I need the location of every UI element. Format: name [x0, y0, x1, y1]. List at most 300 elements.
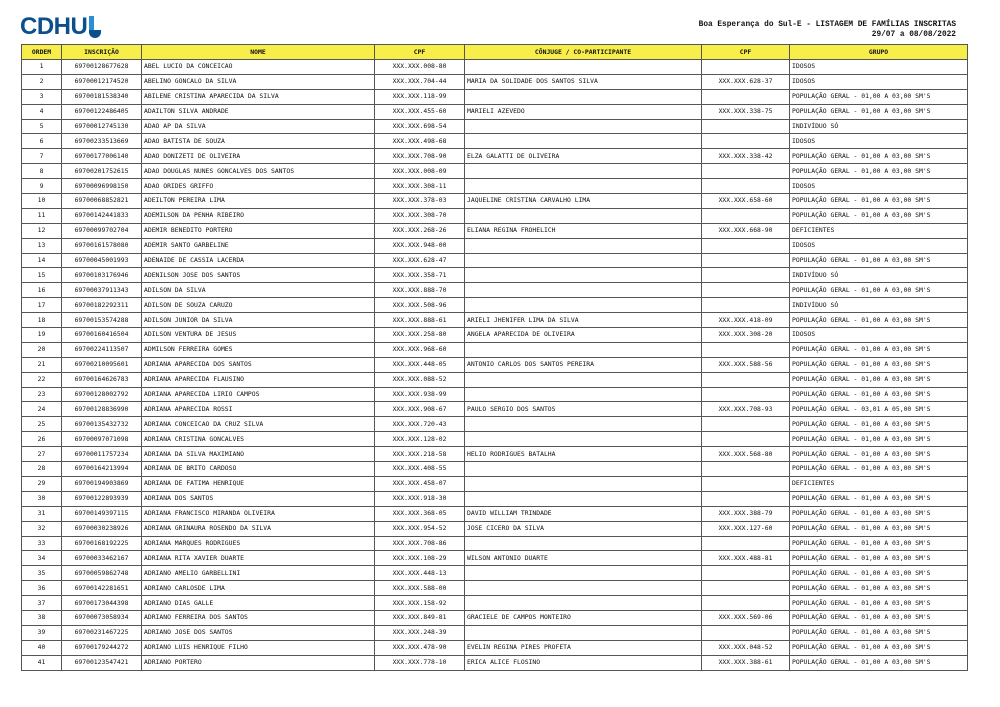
cpf-cell: XXX.XXX.908-67	[375, 402, 465, 417]
nome-cell: ADRIANO AMELIO GARBELLINI	[142, 566, 375, 581]
table-row	[22, 521, 968, 536]
grupo-cell: POPULAÇÃO GERAL - 01,00 A 03,00 SM'S	[790, 253, 968, 268]
nome-cell: ADRIANO DIAS GALLE	[142, 596, 375, 611]
document-header	[699, 20, 956, 40]
cpf-cell: XXX.XXX.448-05	[375, 357, 465, 372]
inscricao-cell: 69700045001993	[62, 253, 142, 268]
ordem-cell: 27	[22, 447, 62, 462]
cpf-cell: XXX.XXX.704-44	[375, 74, 465, 89]
conjuge-cpf-cell: XXX.XXX.418-09	[702, 313, 790, 328]
conjuge-cell	[465, 268, 702, 283]
table-row	[22, 640, 968, 655]
nome-cell: ADEMIR BENEDITO PORTERO	[142, 223, 375, 238]
conjuge-cell	[465, 566, 702, 581]
inscricao-cell: 69700122486405	[62, 104, 142, 119]
conjuge-cell: DAVID WILLIAM TRINDADE	[465, 506, 702, 521]
nome-cell: ADEILTON PEREIRA LIMA	[142, 194, 375, 209]
col-header-inscricao: INSCRIÇÃO	[62, 45, 142, 60]
ordem-cell: 6	[22, 134, 62, 149]
cpf-cell: XXX.XXX.498-68	[375, 134, 465, 149]
ordem-cell: 22	[22, 372, 62, 387]
conjuge-cell	[465, 625, 702, 640]
nome-cell: ABELINO GONCALO DA SILVA	[142, 74, 375, 89]
table-header-row	[22, 45, 968, 60]
cpf-cell: XXX.XXX.849-81	[375, 610, 465, 625]
table-row	[22, 625, 968, 640]
ordem-cell: 15	[22, 268, 62, 283]
grupo-cell: POPULAÇÃO GERAL - 01,00 A 03,00 SM'S	[790, 387, 968, 402]
cpf-cell: XXX.XXX.938-99	[375, 387, 465, 402]
inscricao-cell: 69700161578080	[62, 238, 142, 253]
conjuge-cpf-cell	[702, 581, 790, 596]
inscricao-cell: 69700201752615	[62, 164, 142, 179]
conjuge-cpf-cell	[702, 134, 790, 149]
ordem-cell: 10	[22, 194, 62, 209]
cpf-cell: XXX.XXX.918-30	[375, 491, 465, 506]
cpf-cell: XXX.XXX.708-86	[375, 536, 465, 551]
conjuge-cpf-cell	[702, 179, 790, 194]
grupo-cell: DEFICIENTES	[790, 223, 968, 238]
cpf-cell: XXX.XXX.088-52	[375, 372, 465, 387]
inscricao-cell: 69700168192225	[62, 536, 142, 551]
ordem-cell: 1	[22, 60, 62, 75]
grupo-cell: IDOSOS	[790, 238, 968, 253]
cpf-cell: XXX.XXX.368-05	[375, 506, 465, 521]
nome-cell: ADRIANA MARQUES RODRIGUES	[142, 536, 375, 551]
conjuge-cell	[465, 491, 702, 506]
nome-cell: ADAO AP DA SILVA	[142, 119, 375, 134]
ordem-cell: 40	[22, 640, 62, 655]
registrations-table	[21, 44, 968, 671]
conjuge-cell	[465, 179, 702, 194]
conjuge-cell: ELIANA REGINA FROHELICH	[465, 223, 702, 238]
table-row	[22, 119, 968, 134]
table-row	[22, 402, 968, 417]
table-row	[22, 283, 968, 298]
conjuge-cpf-cell: XXX.XXX.127-60	[702, 521, 790, 536]
nome-cell: ADRIANA FRANCISCO MIRANDA OLIVEIRA	[142, 506, 375, 521]
inscricao-cell: 69700030238926	[62, 521, 142, 536]
col-header-conjuge: CÔNJUGE / CO-PARTICIPANTE	[465, 45, 702, 60]
nome-cell: ADRIANA CRISTINA GONCALVES	[142, 432, 375, 447]
conjuge-cell: HELIO RODRIGUES BATALHA	[465, 447, 702, 462]
cpf-cell: XXX.XXX.248-39	[375, 625, 465, 640]
conjuge-cell	[465, 432, 702, 447]
ordem-cell: 34	[22, 551, 62, 566]
cpf-cell: XXX.XXX.954-52	[375, 521, 465, 536]
cpf-cell: XXX.XXX.948-00	[375, 238, 465, 253]
table-body	[22, 60, 968, 671]
nome-cell: ADENAIDE DE CASSIA LACERDA	[142, 253, 375, 268]
table-row	[22, 60, 968, 75]
ordem-cell: 3	[22, 89, 62, 104]
table-row	[22, 581, 968, 596]
table-row	[22, 536, 968, 551]
inscricao-cell: 69700096998150	[62, 179, 142, 194]
nome-cell: ABILENE CRISTINA APARECIDA DA SILVA	[142, 89, 375, 104]
conjuge-cell	[465, 476, 702, 491]
grupo-cell: IDOSOS	[790, 74, 968, 89]
document-period: 29/07 a 08/08/2022	[871, 31, 956, 39]
document-title: Boa Esperança do Sul-E - LISTAGEM DE FAMÍLIAS INSCRITAS	[698, 21, 956, 29]
conjuge-cell: ERICA ALICE FLOSINO	[465, 655, 702, 670]
nome-cell: ADRIANO LUIS HENRIQUE FILHO	[142, 640, 375, 655]
inscricao-cell: 69700012174520	[62, 74, 142, 89]
grupo-cell: POPULAÇÃO GERAL - 01,00 A 03,00 SM'S	[790, 640, 968, 655]
table-row	[22, 149, 968, 164]
ordem-cell: 33	[22, 536, 62, 551]
inscricao-cell: 69700231467225	[62, 625, 142, 640]
ordem-cell: 28	[22, 462, 62, 477]
inscricao-cell: 69700160416504	[62, 328, 142, 343]
nome-cell: ADRIANO JOSE DOS SANTOS	[142, 625, 375, 640]
table-row	[22, 208, 968, 223]
grupo-cell: POPULAÇÃO GERAL - 01,00 A 03,00 SM'S	[790, 551, 968, 566]
inscricao-cell: 69700149397115	[62, 506, 142, 521]
ordem-cell: 11	[22, 208, 62, 223]
grupo-cell: POPULAÇÃO GERAL - 01,00 A 03,00 SM'S	[790, 149, 968, 164]
conjuge-cpf-cell	[702, 476, 790, 491]
nome-cell: ADRIANA APARECIDA FLAUSINO	[142, 372, 375, 387]
conjuge-cpf-cell	[702, 417, 790, 432]
conjuge-cpf-cell	[702, 596, 790, 611]
ordem-cell: 7	[22, 149, 62, 164]
ordem-cell: 12	[22, 223, 62, 238]
inscricao-cell: 69700012745130	[62, 119, 142, 134]
ordem-cell: 16	[22, 283, 62, 298]
inscricao-cell: 69700153574288	[62, 313, 142, 328]
table-row	[22, 417, 968, 432]
nome-cell: ADRIANO CARLOSDE LIMA	[142, 581, 375, 596]
inscricao-cell: 69700033462167	[62, 551, 142, 566]
conjuge-cell	[465, 164, 702, 179]
grupo-cell: POPULAÇÃO GERAL - 01,00 A 03,00 SM'S	[790, 536, 968, 551]
nome-cell: ADRIANO FERREIRA DOS SANTOS	[142, 610, 375, 625]
ordem-cell: 26	[22, 432, 62, 447]
cpf-cell: XXX.XXX.448-13	[375, 566, 465, 581]
grupo-cell: POPULAÇÃO GERAL - 01,00 A 03,00 SM'S	[790, 596, 968, 611]
grupo-cell: POPULAÇÃO GERAL - 01,00 A 03,00 SM'S	[790, 521, 968, 536]
conjuge-cpf-cell	[702, 253, 790, 268]
conjuge-cpf-cell: XXX.XXX.569-06	[702, 610, 790, 625]
table-row	[22, 357, 968, 372]
conjuge-cpf-cell	[702, 164, 790, 179]
conjuge-cell: ANGELA APARECIDA DE OLIVEIRA	[465, 328, 702, 343]
conjuge-cpf-cell: XXX.XXX.388-61	[702, 655, 790, 670]
table-row	[22, 506, 968, 521]
nome-cell: ADAO DOUGLAS NUNES GONCALVES DOS SANTOS	[142, 164, 375, 179]
grupo-cell: POPULAÇÃO GERAL - 01,00 A 03,00 SM'S	[790, 566, 968, 581]
inscricao-cell: 69700123547421	[62, 655, 142, 670]
col-header-conjuge-cpf: CPF	[702, 45, 790, 60]
conjuge-cpf-cell	[702, 89, 790, 104]
table-row	[22, 268, 968, 283]
conjuge-cpf-cell	[702, 342, 790, 357]
ordem-cell: 24	[22, 402, 62, 417]
table-row	[22, 551, 968, 566]
ordem-cell: 32	[22, 521, 62, 536]
nome-cell: ADAO ORIDES GRIFFO	[142, 179, 375, 194]
conjuge-cpf-cell: XXX.XXX.048-52	[702, 640, 790, 655]
conjuge-cell	[465, 60, 702, 75]
nome-cell: ADRIANA APARECIDA LIRIO CAMPOS	[142, 387, 375, 402]
conjuge-cpf-cell	[702, 432, 790, 447]
inscricao-cell: 69700210095601	[62, 357, 142, 372]
inscricao-cell: 69700128836990	[62, 402, 142, 417]
conjuge-cpf-cell: XXX.XXX.668-90	[702, 223, 790, 238]
inscricao-cell: 69700164213994	[62, 462, 142, 477]
table-row	[22, 476, 968, 491]
inscricao-cell: 69700122893939	[62, 491, 142, 506]
inscricao-cell: 69700011757234	[62, 447, 142, 462]
conjuge-cpf-cell	[702, 566, 790, 581]
logo-mark-icon	[89, 16, 101, 38]
grupo-cell: POPULAÇÃO GERAL - 01,00 A 03,00 SM'S	[790, 581, 968, 596]
table-row	[22, 89, 968, 104]
cpf-cell: XXX.XXX.888-70	[375, 283, 465, 298]
ordem-cell: 41	[22, 655, 62, 670]
conjuge-cpf-cell: XXX.XXX.338-42	[702, 149, 790, 164]
inscricao-cell: 69700128002792	[62, 387, 142, 402]
conjuge-cell	[465, 208, 702, 223]
grupo-cell: DEFICIENTES	[790, 476, 968, 491]
inscricao-cell: 69700135432732	[62, 417, 142, 432]
cpf-cell: XXX.XXX.458-07	[375, 476, 465, 491]
conjuge-cell: ARIELI JHENIFER LIMA DA SILVA	[465, 313, 702, 328]
table-row	[22, 387, 968, 402]
grupo-cell: POPULAÇÃO GERAL - 01,00 A 03,00 SM'S	[790, 208, 968, 223]
nome-cell: ADRIANA GRINAURA ROSENDO DA SILVA	[142, 521, 375, 536]
cpf-cell: XXX.XXX.778-10	[375, 655, 465, 670]
conjuge-cpf-cell	[702, 536, 790, 551]
ordem-cell: 5	[22, 119, 62, 134]
cpf-cell: XXX.XXX.358-71	[375, 268, 465, 283]
ordem-cell: 14	[22, 253, 62, 268]
grupo-cell: POPULAÇÃO GERAL - 01,00 A 03,00 SM'S	[790, 104, 968, 119]
table-row	[22, 328, 968, 343]
cpf-cell: XXX.XXX.455-60	[375, 104, 465, 119]
inscricao-cell: 69700128677628	[62, 60, 142, 75]
cpf-cell: XXX.XXX.128-02	[375, 432, 465, 447]
nome-cell: ADILSON DE SOUZA CARUZO	[142, 298, 375, 313]
conjuge-cell: PAULO SERGIO DOS SANTOS	[465, 402, 702, 417]
cpf-cell: XXX.XXX.628-47	[375, 253, 465, 268]
cpf-cell: XXX.XXX.408-55	[375, 462, 465, 477]
grupo-cell: IDOSOS	[790, 134, 968, 149]
grupo-cell: INDIVÍDUO SÓ	[790, 268, 968, 283]
grupo-cell: POPULAÇÃO GERAL - 03,01 A 05,00 SM'S	[790, 402, 968, 417]
nome-cell: ADRIANA RITA XAVIER DUARTE	[142, 551, 375, 566]
conjuge-cell	[465, 238, 702, 253]
nome-cell: ADRIANO PORTERO	[142, 655, 375, 670]
conjuge-cpf-cell: XXX.XXX.388-79	[702, 506, 790, 521]
grupo-cell: POPULAÇÃO GERAL - 01,00 A 03,00 SM'S	[790, 194, 968, 209]
table-row	[22, 238, 968, 253]
conjuge-cpf-cell: XXX.XXX.588-56	[702, 357, 790, 372]
conjuge-cell	[465, 581, 702, 596]
nome-cell: ADAILTON SILVA ANDRADE	[142, 104, 375, 119]
table-row	[22, 596, 968, 611]
ordem-cell: 21	[22, 357, 62, 372]
conjuge-cell	[465, 342, 702, 357]
table-row	[22, 462, 968, 477]
table-row	[22, 298, 968, 313]
grupo-cell: INDIVÍDUO SÓ	[790, 119, 968, 134]
conjuge-cpf-cell: XXX.XXX.338-75	[702, 104, 790, 119]
conjuge-cell	[465, 462, 702, 477]
grupo-cell: POPULAÇÃO GERAL - 01,00 A 03,00 SM'S	[790, 164, 968, 179]
conjuge-cell	[465, 372, 702, 387]
cpf-cell: XXX.XXX.378-03	[375, 194, 465, 209]
conjuge-cpf-cell	[702, 119, 790, 134]
conjuge-cell: ELZA GALATTI DE OLIVEIRA	[465, 149, 702, 164]
conjuge-cpf-cell	[702, 462, 790, 477]
inscricao-cell: 69700103176946	[62, 268, 142, 283]
nome-cell: ADILSON DA SILVA	[142, 283, 375, 298]
inscricao-cell: 69700173044398	[62, 596, 142, 611]
grupo-cell: INDIVÍDUO SÓ	[790, 298, 968, 313]
ordem-cell: 18	[22, 313, 62, 328]
conjuge-cpf-cell	[702, 60, 790, 75]
conjuge-cpf-cell: XXX.XXX.708-93	[702, 402, 790, 417]
nome-cell: ADILSON VENTURA DE JESUS	[142, 328, 375, 343]
nome-cell: ADAO BATISTA DE SOUZA	[142, 134, 375, 149]
conjuge-cell	[465, 119, 702, 134]
grupo-cell: POPULAÇÃO GERAL - 01,00 A 03,00 SM'S	[790, 313, 968, 328]
conjuge-cell	[465, 596, 702, 611]
grupo-cell: IDOSOS	[790, 60, 968, 75]
nome-cell: ADRIANA DOS SANTOS	[142, 491, 375, 506]
table-row	[22, 179, 968, 194]
grupo-cell: POPULAÇÃO GERAL - 01,00 A 03,00 SM'S	[790, 491, 968, 506]
conjuge-cpf-cell: XXX.XXX.568-80	[702, 447, 790, 462]
cpf-cell: XXX.XXX.888-61	[375, 313, 465, 328]
grupo-cell: POPULAÇÃO GERAL - 01,00 A 03,00 SM'S	[790, 625, 968, 640]
conjuge-cell: MARIELI AZEVEDO	[465, 104, 702, 119]
nome-cell: ADRIANA DE FATIMA HENRIQUE	[142, 476, 375, 491]
cpf-cell: XXX.XXX.698-54	[375, 119, 465, 134]
cpf-cell: XXX.XXX.308-70	[375, 208, 465, 223]
grupo-cell: POPULAÇÃO GERAL - 01,00 A 03,00 SM'S	[790, 283, 968, 298]
grupo-cell: POPULAÇÃO GERAL - 01,00 A 03,00 SM'S	[790, 89, 968, 104]
cpf-cell: XXX.XXX.508-96	[375, 298, 465, 313]
ordem-cell: 36	[22, 581, 62, 596]
cpf-cell: XXX.XXX.308-11	[375, 179, 465, 194]
table-row	[22, 566, 968, 581]
grupo-cell: POPULAÇÃO GERAL - 01,00 A 03,00 SM'S	[790, 506, 968, 521]
col-header-cpf: CPF	[375, 45, 465, 60]
cpf-cell: XXX.XXX.118-99	[375, 89, 465, 104]
inscricao-cell: 69700179244272	[62, 640, 142, 655]
inscricao-cell: 69700073058934	[62, 610, 142, 625]
inscricao-cell: 69700164626783	[62, 372, 142, 387]
conjuge-cpf-cell	[702, 238, 790, 253]
ordem-cell: 25	[22, 417, 62, 432]
ordem-cell: 30	[22, 491, 62, 506]
grupo-cell: POPULAÇÃO GERAL - 01,00 A 03,00 SM'S	[790, 372, 968, 387]
nome-cell: ADAO DONIZETI DE OLIVEIRA	[142, 149, 375, 164]
ordem-cell: 17	[22, 298, 62, 313]
ordem-cell: 39	[22, 625, 62, 640]
table-row	[22, 134, 968, 149]
ordem-cell: 23	[22, 387, 62, 402]
conjuge-cell: JAQUELINE CRISTINA CARVALHO LIMA	[465, 194, 702, 209]
nome-cell: ADEMILSON DA PENHA RIBEIRO	[142, 208, 375, 223]
inscricao-cell: 69700181538340	[62, 89, 142, 104]
inscricao-cell: 69700097071098	[62, 432, 142, 447]
conjuge-cell: JOSE CICERO DA SILVA	[465, 521, 702, 536]
grupo-cell: POPULAÇÃO GERAL - 01,00 A 03,00 SM'S	[790, 655, 968, 670]
inscricao-cell: 69700068852821	[62, 194, 142, 209]
grupo-cell: IDOSOS	[790, 328, 968, 343]
nome-cell: ADEMIR SANTO GARBELINE	[142, 238, 375, 253]
inscricao-cell: 69700142281651	[62, 581, 142, 596]
table-row	[22, 313, 968, 328]
table-row	[22, 372, 968, 387]
cpf-cell: XXX.XXX.008-80	[375, 60, 465, 75]
col-header-grupo: GRUPO	[790, 45, 968, 60]
col-header-ordem: ORDEM	[22, 45, 62, 60]
inscricao-cell: 69700142441833	[62, 208, 142, 223]
inscricao-cell: 69700224113507	[62, 342, 142, 357]
cpf-cell: XXX.XXX.158-92	[375, 596, 465, 611]
conjuge-cpf-cell: XXX.XXX.308-20	[702, 328, 790, 343]
grupo-cell: POPULAÇÃO GERAL - 01,00 A 03,00 SM'S	[790, 417, 968, 432]
ordem-cell: 38	[22, 610, 62, 625]
ordem-cell: 29	[22, 476, 62, 491]
grupo-cell: POPULAÇÃO GERAL - 01,00 A 03,00 SM'S	[790, 462, 968, 477]
table-row	[22, 194, 968, 209]
nome-cell: ADRIANA APARECIDA ROSSI	[142, 402, 375, 417]
table-row	[22, 74, 968, 89]
inscricao-cell: 69700194903869	[62, 476, 142, 491]
table-row	[22, 610, 968, 625]
inscricao-cell: 69700059862748	[62, 566, 142, 581]
conjuge-cpf-cell: XXX.XXX.658-60	[702, 194, 790, 209]
table-row	[22, 104, 968, 119]
conjuge-cell	[465, 417, 702, 432]
conjuge-cell	[465, 536, 702, 551]
inscricao-cell: 69700099702704	[62, 223, 142, 238]
ordem-cell: 9	[22, 179, 62, 194]
nome-cell: ADILSON JUNIOR DA SILVA	[142, 313, 375, 328]
cpf-cell: XXX.XXX.720-43	[375, 417, 465, 432]
ordem-cell: 19	[22, 328, 62, 343]
nome-cell: ADRIANA CONCEICAO DA CRUZ SILVA	[142, 417, 375, 432]
cpf-cell: XXX.XXX.008-09	[375, 164, 465, 179]
grupo-cell: IDOSOS	[790, 179, 968, 194]
table-row	[22, 253, 968, 268]
cpf-cell: XXX.XXX.108-29	[375, 551, 465, 566]
ordem-cell: 20	[22, 342, 62, 357]
cpf-cell: XXX.XXX.268-26	[375, 223, 465, 238]
conjuge-cpf-cell	[702, 625, 790, 640]
nome-cell: ADRIANA APARECIDA DOS SANTOS	[142, 357, 375, 372]
nome-cell: ADRIANA DE BRITO CARDOSO	[142, 462, 375, 477]
table-row	[22, 164, 968, 179]
cpf-cell: XXX.XXX.968-60	[375, 342, 465, 357]
conjuge-cell	[465, 283, 702, 298]
conjuge-cell: EVELIN REGINA PIRES PROFETA	[465, 640, 702, 655]
conjuge-cpf-cell: XXX.XXX.628-37	[702, 74, 790, 89]
conjuge-cpf-cell	[702, 387, 790, 402]
cdhu-logo	[20, 14, 101, 40]
conjuge-cell: WILSON ANTONIO DUARTE	[465, 551, 702, 566]
conjuge-cpf-cell: XXX.XXX.488-81	[702, 551, 790, 566]
nome-cell: ABEL LUCIO DA CONCEICAO	[142, 60, 375, 75]
conjuge-cell: MARIA DA SOLIDADE DOS SANTOS SILVA	[465, 74, 702, 89]
grupo-cell: POPULAÇÃO GERAL - 01,00 A 03,00 SM'S	[790, 610, 968, 625]
